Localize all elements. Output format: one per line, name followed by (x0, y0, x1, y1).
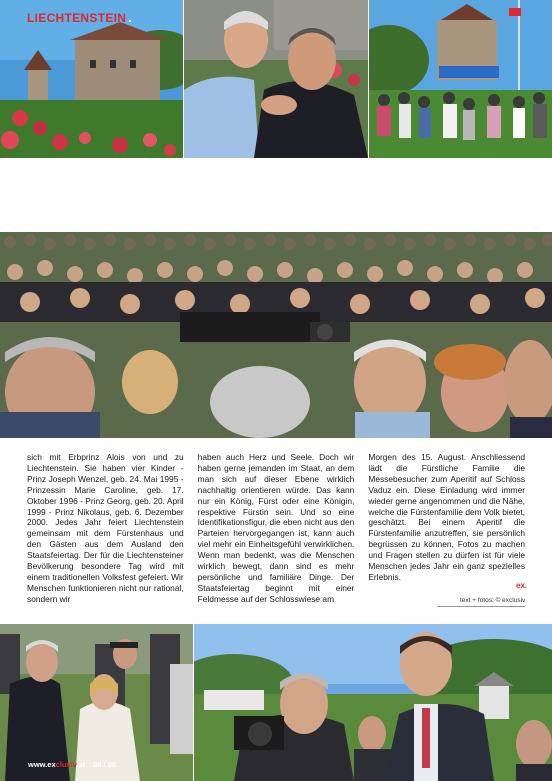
page-number: 08 / 05 (93, 760, 117, 769)
photo-credit: text + fotos: © exclusiv (460, 597, 526, 604)
royal-couple-photo (0, 624, 193, 781)
press-crowd-photo (0, 232, 552, 438)
article-column-1: sich mit Erbprinz Alois von und zu Liechtenstein. Sie haben vier Kinder - Prinz Joseph Wenzel, geb. 24. Mai 1995 - Prinzessin Marie Caroline, geb. 17. Oktober 1996 - Prinz Georg, geb. 20. April 1999 - Prinz Nikolaus, geb. 6. Dezember 2000. Jedes Jahr feiert Liechtenstein gemeinsam mit dem Fürstenhaus und den Gästen aus dem Ausland den Staatsfeiertag. Der für die Liechtensteiner Bevölkerung besondere Tag wird mit einem traditionellen Volksfest gefeiert. Wir Menschen funktionieren nicht nur rational, sondern wir (27, 452, 184, 604)
handshake-photo (184, 0, 368, 158)
footer-site-accent: clusiv (55, 760, 77, 769)
footer-site-prefix: www.ex (28, 760, 56, 769)
section-label: LIECHTENSTEIN . (27, 11, 132, 25)
festival-crowd-photo (369, 0, 552, 158)
credit-divider (437, 606, 525, 607)
photographer-prince-photo (194, 624, 552, 781)
article-body (27, 452, 528, 605)
footer-site-suffix: .at (76, 760, 86, 769)
brand-mark: ex. (516, 581, 528, 590)
article-column-3: Morgen des 15. August. Anschliessend lädt die Fürstliche Familie die Messebesucher zum Aperitif auf Schloss Vaduz ein. Diese Einladung wird immer wieder gerne angenommen und die Nähe, welche die Fürstenfamilie dem Volk bietet, geschätzt. Bei einem Aperitif die Fürstenfamilie anzutreffen, sie persönlich begrüssen zu können, Fotos zu machen und Fragen stellen zu dürfen ist für viele Menschen jedes Jahr ein ganz spezielles Erlebnis. (368, 452, 526, 582)
article-column-2: haben auch Herz und Seele. Doch wir haben gerne jemanden im Staat, an dem man sich auf dieser Ebene wirklich nachhaltig orientieren würde. Das kann nur ein König, Fürst oder eine Königin, respektive Fürstin sein. Und so eine Identifikationsfigur, die eben nicht aus den Parteien hervorgegangen ist, kann auch viel mehr ein Einheitsgefühl verwirklichen. Wenn man bedenkt, was die Menschen wirklich bewegt, dann sind es mehr persönliche und familiäre Dinge. Der Staatsfeiertag beginnt mit einer Feldmesse auf der Schlosswiese am (197, 452, 355, 604)
footer (28, 760, 116, 769)
